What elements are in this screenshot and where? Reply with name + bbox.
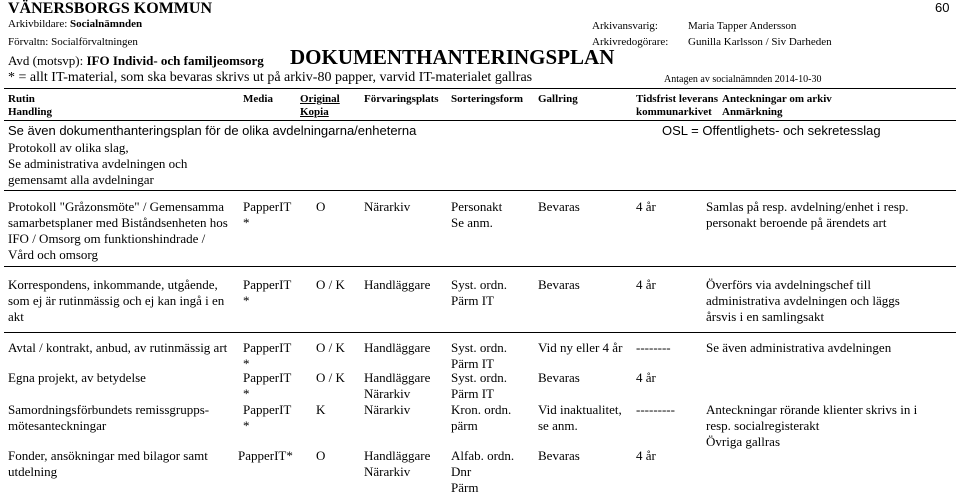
divider (4, 120, 956, 121)
cell-sortering (451, 402, 511, 434)
cell-media (243, 340, 291, 372)
cell-line: Pärm IT (451, 356, 494, 371)
cell-line: utdelning (8, 464, 58, 479)
org-name: VÄNERSBORGS KOMMUN (8, 0, 213, 17)
cell-line: Bevaras (538, 277, 580, 292)
cell-tidsfrist (636, 277, 656, 293)
cell-handling (8, 199, 228, 263)
cell-line: Syst. ordn. (451, 370, 507, 385)
cell-line: Anteckningar rörande klienter skrivs in i (706, 402, 918, 417)
cell-line: Syst. ordn. (451, 277, 507, 292)
cell-line: PapperIT (243, 340, 292, 355)
cell-line: 4 år (636, 370, 656, 385)
cell-line: Närarkiv (364, 464, 411, 479)
cell-line: PapperIT (243, 277, 292, 292)
cell-line: Bevaras (538, 370, 580, 385)
cell-line: Övriga gallras (706, 434, 781, 449)
col-kommunarkivet: kommunarkivet (636, 106, 712, 118)
osl-note: OSL = Offentlighets- och sekretesslag (662, 123, 881, 138)
cell-forvaring (364, 448, 430, 480)
cell-original (316, 402, 325, 418)
administration: Förvaltn: Socialförvaltningen (8, 36, 138, 48)
cell-handling (8, 370, 146, 386)
cell-line: Protokoll "Gråzonsmöte" / Gemensamma (8, 199, 225, 214)
cell-line: O / K (316, 340, 345, 355)
cell-handling (8, 402, 209, 434)
cell-line: Alfab. ordn. (451, 448, 515, 463)
cell-media (243, 402, 291, 434)
archive-manager: Maria Tapper Andersson (688, 20, 797, 32)
cell-tidsfrist (636, 340, 671, 356)
department-label: Avd (motsvp): (8, 53, 87, 68)
cell-tidsfrist (636, 402, 675, 418)
col-handling: Handling (8, 106, 53, 118)
cell-line: PapperIT (243, 402, 292, 417)
col-rutin: Rutin (8, 93, 35, 105)
cell-line: PapperIT* (238, 448, 293, 463)
cell-line: Dnr (451, 464, 472, 479)
cell-sortering (451, 277, 507, 309)
cell-media (238, 448, 293, 464)
divider (4, 190, 956, 191)
cell-original (316, 370, 345, 386)
cell-line: Vård och omsorg (8, 247, 99, 262)
cell-line: 4 år (636, 199, 656, 214)
cell-media (243, 199, 291, 231)
cell-line: Vid inaktualitet, (538, 402, 622, 417)
cell-gallring (538, 199, 580, 215)
cell-anmarkning (706, 199, 909, 231)
cell-line: Egna projekt, av betydelse (8, 370, 146, 385)
divider (4, 266, 956, 267)
cell-gallring (538, 370, 580, 386)
cell-handling (8, 340, 227, 356)
cell-gallring (538, 402, 622, 434)
cell-line: samarbetsplaner med Biståndsenheten hos (8, 215, 228, 230)
cell-tidsfrist (636, 199, 656, 215)
doc-title: DOKUMENTHANTERINGSPLAN (290, 45, 615, 69)
cell-handling (8, 448, 208, 480)
cell-line: Syst. ordn. (451, 340, 507, 355)
col-original: Original (300, 93, 340, 105)
cell-media (243, 277, 291, 309)
cell-line: Närarkiv (364, 402, 411, 417)
cell-sortering (451, 370, 507, 402)
cell-forvaring (364, 340, 430, 356)
cell-line: IFO / Omsorg om funktionshindrade / (8, 231, 206, 246)
cell-line: * (243, 293, 250, 308)
archive-creator-label: Arkivbildare: (8, 18, 71, 30)
cell-line: * (243, 356, 250, 371)
cell-line: Handläggare (364, 370, 431, 385)
department (8, 53, 264, 69)
cell-tidsfrist (636, 370, 656, 386)
archive-creator (8, 18, 142, 30)
cell-line: som ej är rutinmässig och ej kan ingå i en (8, 293, 225, 308)
col-anteckningar: Anteckningar om arkiv (722, 93, 832, 105)
cell-line: Samordningsförbundets remissgrupps- (8, 402, 210, 417)
cell-handling (8, 277, 224, 325)
protocol-note-line: Protokoll av olika slag, (8, 140, 129, 155)
cell-original (316, 277, 345, 293)
cell-line: O / K (316, 370, 345, 385)
cell-line: --------- (636, 402, 675, 417)
cell-line: Kron. ordn. (451, 402, 512, 417)
cell-line: Fonder, ansökningar med bilagor samt (8, 448, 208, 463)
cell-gallring (538, 277, 580, 293)
cell-forvaring (364, 277, 430, 293)
cell-line: akt (8, 309, 24, 324)
divider (4, 332, 956, 333)
cell-forvaring (364, 402, 410, 418)
cell-anmarkning (706, 402, 917, 450)
cell-line: resp. socialregisterakt (706, 418, 820, 433)
cell-line: 4 år (636, 277, 656, 292)
cell-line: Överförs via avdelningschef till (706, 277, 871, 292)
col-tidsfrist: Tidsfrist leverans (636, 93, 718, 105)
col-forvaringsplats: Förvaringsplats (364, 93, 439, 105)
cell-forvaring (364, 199, 410, 215)
adopted-date: Antagen av socialnämnden 2014-10-30 (664, 74, 822, 85)
cell-line: PapperIT (243, 370, 292, 385)
archive-creator-value: Socialnämnden (70, 18, 143, 30)
see-also-note: Se även dokumenthanteringsplan för de olika avdelningarna/enheterna (8, 123, 417, 138)
cell-line: Bevaras (538, 448, 580, 463)
cell-anmarkning (706, 277, 900, 325)
cell-line: * (243, 215, 250, 230)
cell-line: * (243, 386, 250, 401)
department-value: IFO Individ- och familjeomsorg (86, 53, 264, 68)
archive-keeper: Gunilla Karlsson / Siv Darheden (688, 36, 832, 48)
cell-forvaring (364, 370, 430, 402)
cell-line: administrativa avdelningen och läggs (706, 293, 900, 308)
cell-original (316, 199, 325, 215)
cell-anmarkning (706, 340, 891, 356)
archive-manager-label: Arkivansvarig: (592, 20, 658, 32)
cell-line: Se anm. (451, 215, 493, 230)
cell-line: personakt beroende på ärendets art (706, 215, 887, 230)
protocol-note (8, 140, 187, 188)
cell-line: Pärm IT (451, 293, 494, 308)
cell-line: 4 år (636, 448, 656, 463)
cell-media (243, 370, 291, 402)
cell-line: pärm (451, 418, 478, 433)
cell-line: mötesanteckningar (8, 418, 107, 433)
cell-original (316, 448, 325, 464)
cell-line: * (243, 418, 250, 433)
cell-line: O (316, 199, 326, 214)
page-number: 60 (935, 0, 950, 15)
cell-line: Pärm (451, 480, 479, 495)
cell-sortering (451, 199, 502, 231)
cell-line: Avtal / kontrakt, anbud, av rutinmässig art (8, 340, 228, 355)
cell-tidsfrist (636, 448, 656, 464)
col-gallring: Gallring (538, 93, 578, 105)
cell-line: Pärm IT (451, 386, 494, 401)
cell-sortering (451, 340, 507, 372)
cell-line: Handläggare (364, 340, 431, 355)
it-note: * = allt IT-material, som ska bevaras skrivs ut på arkiv-80 papper, varvid IT-materialet gallras (8, 70, 533, 85)
cell-line: Handläggare (364, 277, 431, 292)
cell-gallring (538, 340, 622, 356)
cell-original (316, 340, 345, 356)
archive-keeper-label: Arkivredogörare: (592, 36, 669, 48)
cell-line: årsvis i en samlingsakt (706, 309, 825, 324)
col-kopia: Kopia (300, 106, 329, 118)
protocol-note-line: gemensamt alla avdelningar (8, 172, 154, 187)
cell-line: Korrespondens, inkommande, utgående, (8, 277, 218, 292)
cell-line: PapperIT (243, 199, 292, 214)
cell-gallring (538, 448, 580, 464)
cell-line: K (316, 402, 326, 417)
cell-line: Se även administrativa avdelningen (706, 340, 892, 355)
cell-line: Samlas på resp. avdelning/enhet i resp. (706, 199, 909, 214)
cell-line: O / K (316, 277, 345, 292)
cell-line: Vid ny eller 4 år (538, 340, 623, 355)
cell-line: Närarkiv (364, 386, 411, 401)
cell-sortering (451, 448, 514, 496)
col-media: Media (243, 93, 273, 105)
cell-line: se anm. (538, 418, 578, 433)
cell-line: Närarkiv (364, 199, 411, 214)
col-anmarkning: Anmärkning (722, 106, 783, 118)
protocol-note-line: Se administrativa avdelningen och (8, 156, 188, 171)
cell-line: Personakt (451, 199, 503, 214)
cell-line: Handläggare (364, 448, 431, 463)
cell-line: Bevaras (538, 199, 580, 214)
divider (4, 88, 956, 89)
col-sorteringsform: Sorteringsform (451, 93, 524, 105)
cell-line: -------- (636, 340, 671, 355)
cell-line: O (316, 448, 326, 463)
